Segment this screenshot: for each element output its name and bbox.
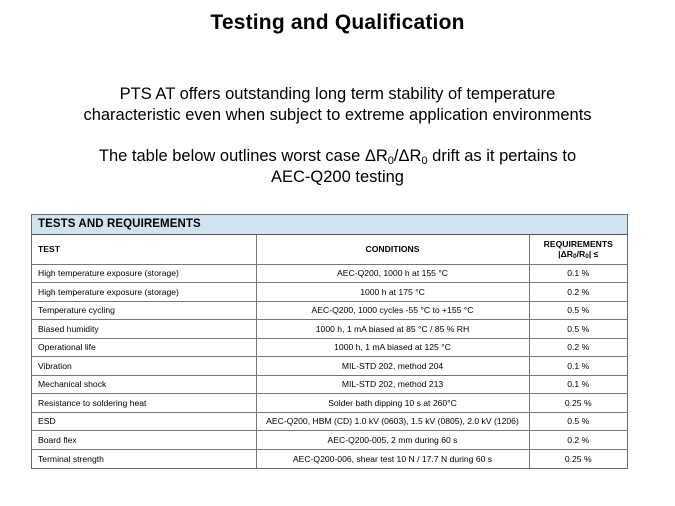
table-row <box>32 338 627 357</box>
table-row <box>32 394 627 413</box>
req-subscript-2: 0 <box>585 253 589 260</box>
tests-table <box>32 215 627 468</box>
header-test: TEST <box>32 234 256 264</box>
table-row <box>32 449 627 468</box>
header-requirements <box>529 234 627 264</box>
table-row <box>32 375 627 394</box>
cell-test: Biased humidity <box>32 320 256 339</box>
cell-requirement: 0.5 % <box>529 301 627 320</box>
header-requirements-line1: REQUIREMENTS <box>543 239 613 249</box>
table-header-row <box>32 234 627 264</box>
table-row <box>32 320 627 339</box>
cell-conditions: AEC-Q200-006, shear test 10 N / 17.7 N during 60 s <box>256 449 529 468</box>
cell-requirement: 0.2 % <box>529 283 627 302</box>
drift-line-1 <box>0 146 675 167</box>
req-mid: /R <box>576 249 586 259</box>
drift-text-prefix: The table below outlines worst case ΔR <box>98 147 388 165</box>
cell-requirement: 0.2 % <box>529 431 627 450</box>
cell-conditions: Solder bath dipping 10 s at 260°C <box>256 394 529 413</box>
drift-subscript-2: 0 <box>421 155 428 167</box>
cell-conditions: AEC-Q200-005, 2 mm during 60 s <box>256 431 529 450</box>
cell-test: Resistance to soldering heat <box>32 394 256 413</box>
intro-line-2: characteristic even when subject to extreme application environments <box>83 106 592 124</box>
table-caption: TESTS AND REQUIREMENTS <box>32 215 627 234</box>
cell-conditions: 1000 h, 1 mA biased at 85 °C / 85 % RH <box>256 320 529 339</box>
cell-conditions: AEC-Q200, 1000 cycles -55 °C to +155 °C <box>256 301 529 320</box>
tests-table-container <box>31 214 628 469</box>
cell-requirement: 0.2 % <box>529 338 627 357</box>
drift-line-2: AEC-Q200 testing <box>271 168 404 186</box>
cell-conditions: AEC-Q200, 1000 h at 155 °C <box>256 264 529 283</box>
slide-title: Testing and Qualification <box>210 11 465 34</box>
cell-test: Temperature cycling <box>32 301 256 320</box>
cell-requirement: 0.25 % <box>564 453 592 464</box>
cell-conditions: AEC-Q200, HBM (CD) 1.0 kV (0603), 1.5 kV (0805), 2.0 kV (1206) <box>256 412 529 431</box>
req-suffix: | ≤ <box>588 249 599 259</box>
cell-conditions: 1000 h, 1 mA biased at 125 °C <box>256 338 529 357</box>
drift-text-suffix: drift as it pertains to <box>427 147 577 165</box>
cell-requirement: 0.5 % <box>529 412 627 431</box>
cell-requirement: 0.1 % <box>529 375 627 394</box>
cell-conditions: MIL-STD 202, method 204 <box>256 357 529 376</box>
cell-test: High temperature exposure (storage) <box>32 264 256 283</box>
cell-conditions: 1000 h at 175 °C <box>256 283 529 302</box>
table-row <box>32 431 627 450</box>
drift-text-mid: /ΔR <box>393 147 422 165</box>
intro-line-1: PTS AT offers outstanding long term stability of temperature <box>119 85 556 103</box>
table-row <box>32 264 627 283</box>
cell-test: Board flex <box>32 431 256 450</box>
cell-test: Vibration <box>32 357 256 376</box>
cell-requirement: 0.1 % <box>529 357 627 376</box>
cell-test: Terminal strength <box>32 449 256 468</box>
cell-requirement: 0.5 % <box>529 320 627 339</box>
header-conditions: CONDITIONS <box>256 234 529 264</box>
table-row <box>32 301 627 320</box>
cell-test: High temperature exposure (storage) <box>32 283 256 302</box>
req-prefix: |ΔR <box>558 249 573 259</box>
intro-paragraph <box>0 84 675 126</box>
cell-test: Mechanical shock <box>32 375 256 394</box>
cell-conditions: MIL-STD 202, method 213 <box>256 375 529 394</box>
table-row <box>32 357 627 376</box>
cell-requirement: 0.25 % <box>529 394 627 413</box>
table-row <box>32 283 627 302</box>
req-subscript-1: 0 <box>572 253 577 260</box>
drift-paragraph <box>0 146 675 188</box>
header-requirements-line2 <box>536 249 622 259</box>
drift-subscript-1: 0 <box>387 155 394 167</box>
table-row <box>32 412 627 431</box>
cell-test: Operational life <box>32 338 256 357</box>
table-body <box>32 264 627 468</box>
cell-test: ESD <box>32 412 256 431</box>
cell-requirement: 0.1 % <box>529 264 627 283</box>
